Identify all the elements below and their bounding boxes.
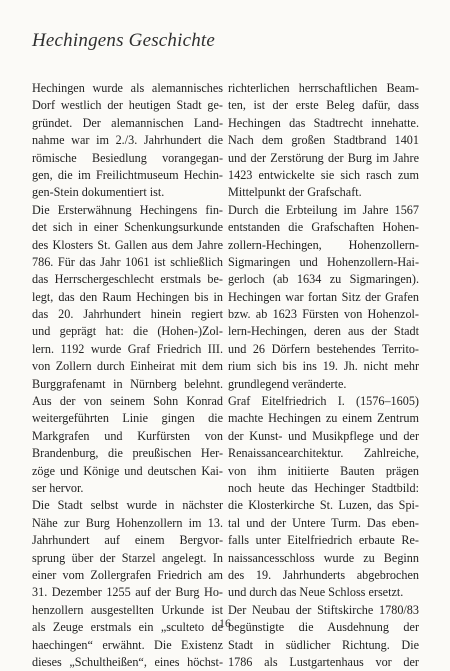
text-line: einer vom Zollergrafen Friedrich am [32,567,223,582]
text-line: von ihm initiierte Bauten prägen [228,463,419,478]
text-line: und geprägt hat: die (Hohen-)Zol- [32,324,223,339]
text-line: gen, die im Freilichtmuseum Hechin- [32,167,223,182]
text-column-right [228,80,419,671]
text-line: Hechingen wurde als alemannisches [32,81,223,95]
text-line: der Kunst- und Musikpflege und der [228,428,419,443]
text-line: Hechingen war fortan Sitz der Grafen [228,289,419,304]
text-line: Graf Eitelfriedrich I. (1576–1605) [228,394,419,409]
text-line: gründet. Der alemannischen Land- [32,115,223,130]
text-line: Jahrhundert auf einem Bergvor- [32,533,223,548]
text-line: Nach dem großen Stadtbrand 1401 [228,133,419,148]
text-line: und der Zerstörung der Burg im Jahre [228,150,419,165]
page-title: Hechingens Geschichte [32,30,216,51]
text-line: noch heute das Hechinger Stadtbild: [228,480,419,495]
text-line: zöge und Könige und deutschen Kai- [32,463,223,478]
text-line: ten, ist der erste Beleg dafür, dass [228,98,419,113]
text-line: Markgrafen und Kurfürsten von [32,428,223,443]
text-line: Die Ersterwähnung Hechingens fin- [32,202,223,217]
text-line: lern. 1192 wurde Graf Friedrich III. [32,341,223,356]
text-line: Mittelpunkt der Grafschaft. [228,185,362,200]
text-line: tal und der Untere Turm. Das eben- [228,515,419,530]
text-line: grundlegend veränderte. [228,376,347,391]
text-line: bzw. ab 1623 Fürsten von Hohenzol- [228,307,419,322]
text-line: das Herrschergeschlecht erstmals be- [32,272,223,287]
text-line: Aus der von seinem Sohn Konrad [32,394,223,409]
text-line: Dorf westlich der heutigen Stadt ge- [32,98,223,113]
text-line: des 19. Jahrhunderts abgebrochen [228,567,419,582]
text-line: Durch die Erbteilung im Jahre 1567 [228,202,419,217]
text-line: 1786 als Lustgartenhaus vor der [228,654,419,669]
text-line: und durch das Neue Schloss ersetzt. [228,585,404,600]
text-line: rium sich bis ins 19. Jh. nicht mehr [228,359,419,374]
text-line: nahme war im 2./3. Jahrhundert die [32,133,223,148]
text-line: von Zollern durch Einheirat mit dem [32,359,223,374]
text-line: gerloch (ab 1634 zu Sigmaringen). [228,272,419,287]
text-line: das 20. Jahrhundert hinein regiert [32,307,223,322]
text-line: falls unter Eitelfriedrich erbaute Re- [228,533,419,548]
text-line: Hechingen das Stadtrecht innehatte. [228,115,419,130]
text-line: Die Stadt selbst wurde in nächster [32,498,223,513]
text-line: ser hervor. [32,480,84,495]
text-line: Stadt in südlicher Richtung. Die [228,637,419,652]
text-line: und 26 Dörfern bestehendes Territo- [228,341,419,356]
text-line: Der Neubau der Stiftskirche 1780/83 [228,602,419,617]
text-line: begünstigte die Ausdehnung der [228,620,419,635]
text-line: als Zeuge erstmals ein „sculteto de [32,620,223,635]
text-line: haechingen“ erwähnt. Die Existenz [32,637,223,652]
text-line: Burggrafenamt in Nürnberg belehnt. [32,376,223,391]
text-line: Nähe zur Burg Hohenzollern im 13. [32,515,223,530]
text-line: lern-Hechingen, deren aus der Stadt [228,324,419,339]
text-line: des Klosters St. Gallen aus dem Jahre [32,237,223,252]
text-column-left [32,80,223,671]
text-line: 786. Für das Jahr 1061 ist schließlich [32,254,223,269]
text-line: naissancesschloss wurde zu Beginn [228,550,419,565]
text-line: det sich in einer Schenkungsurkunde [32,220,223,235]
text-line: richterlichen herrschaftlichen Beam- [228,81,419,95]
text-line: weitergeführten Linie gingen die [32,411,223,426]
text-line: Sigmaringen und Hohenzollern-Hai- [228,254,419,269]
text-line: 1423 entwickelte sie sich rasch zum [228,167,419,182]
text-line: römische Besiedlung vorangegan- [32,150,223,165]
text-line: zollern-Hechingen, Hohenzollern- [228,237,419,252]
page-number: 16 [219,616,231,630]
text-line: machte Hechingen zu einem Zentrum [228,411,419,426]
text-line: henzollern ausgestellten Urkunde ist [32,602,223,617]
text-line: gen-Stein dokumentiert ist. [32,185,165,200]
text-line: sprung über der Starzel angelegt. In [32,550,223,565]
text-line: entstanden die Grafschaften Hohen- [228,220,419,235]
text-line: legt, das den Raum Hechingen bis in [32,289,223,304]
text-line: die Klosterkirche St. Luzen, das Spi- [228,498,419,513]
text-line: Renaissancearchitektur. Zahlreiche, [228,446,419,461]
text-line: 31. Dezember 1255 auf der Burg Ho- [32,585,223,600]
text-line: Brandenburg, die preußischen Her- [32,446,223,461]
text-line: dieses „Schultheißen“, eines höchst- [32,654,223,669]
